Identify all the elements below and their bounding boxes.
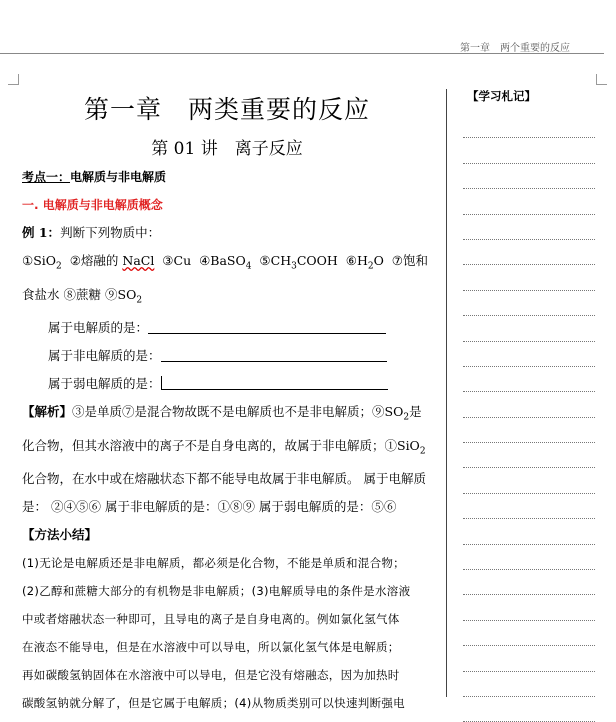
electrolyte-prompt: 属于电解质的是： bbox=[22, 314, 432, 342]
notes-title: 【学习札记】 bbox=[467, 89, 536, 103]
notes-ruled-line bbox=[463, 240, 595, 265]
method-line: 中或者熔融状态一种即可，且导电的离子是自身电离的。例如氯化氢气体 bbox=[22, 612, 400, 626]
notes-ruled-line bbox=[463, 697, 595, 722]
substance-list: ①SiO$_2$ ②熔融的 NaCl ③Cu ④BaSO$_4$ $⑤CH_3COOH$ $⑥H_2O$ ⑦饱和 bbox=[22, 253, 429, 272]
notes-ruled-line bbox=[463, 138, 595, 163]
notes-ruled-line bbox=[463, 418, 595, 443]
notes-ruled-line bbox=[463, 189, 595, 214]
analysis-paragraph: 【解析】③是单质⑦是混合物故既不是电解质也不是非电解质；$⑨SO_2$是 化合物，但其水溶液中的离子不是自身电离的，故属于非电解质；①SiO$_2$ 化合物，在水中或在熔融状态下都不能导电故属于非电解质。 属于电解质 是： ②④⑤⑥ 属于非电解质的是：①⑧⑨ 属于弱电解质的是：⑤⑥ bbox=[22, 404, 426, 514]
notes-ruled-line bbox=[463, 316, 595, 341]
notes-ruled-line bbox=[463, 392, 595, 417]
topic-heading: 考点一：电解质与非电解质 bbox=[22, 170, 167, 184]
chapter-title: 第一章 两类重要的反应 bbox=[83, 95, 370, 124]
main-column bbox=[22, 88, 432, 717]
spellcheck-word: NaCl bbox=[122, 253, 155, 268]
weak-electrolyte-answer-blank[interactable] bbox=[162, 375, 388, 390]
notes-ruled-line bbox=[463, 570, 595, 595]
method-line: 在液态不能导电，但是在水溶液中可以导电，所以氯化氢气体是电解质； bbox=[22, 640, 400, 654]
method-line: 碳酸氢钠就分解了，但是它属于电解质；(4)从物质类别可以快速判断强电 bbox=[22, 696, 405, 710]
notes-ruled-line bbox=[463, 595, 595, 620]
crop-mark-left bbox=[8, 74, 19, 85]
non-electrolyte-prompt: 属于非电解质的是： bbox=[22, 342, 432, 370]
electrolyte-answer-blank[interactable] bbox=[148, 319, 386, 334]
notes-ruled-line bbox=[463, 443, 595, 468]
header-rule bbox=[0, 53, 604, 54]
notes-ruled-line bbox=[463, 113, 595, 138]
notes-ruled-line bbox=[463, 494, 595, 519]
weak-electrolyte-prompt: 属于弱电解质的是： bbox=[22, 370, 432, 398]
notes-ruled-line bbox=[463, 672, 595, 697]
analysis-label: 【解析】 bbox=[22, 404, 73, 419]
column-divider bbox=[446, 89, 447, 697]
example-text: 判断下列物质中： bbox=[60, 225, 161, 240]
notes-ruled-line bbox=[463, 342, 595, 367]
topic-line bbox=[22, 163, 432, 191]
notes-ruled-line bbox=[463, 291, 595, 316]
method-line: 再如碳酸氢钠固体在水溶液中可以导电，但是它没有熔融态，因为加热时 bbox=[22, 668, 400, 682]
notes-sidebar bbox=[463, 88, 595, 722]
notes-ruled-line bbox=[463, 468, 595, 493]
method-summary bbox=[22, 549, 432, 717]
method-line: (2)乙醇和蔗糖大部分的有机物是非电解质；(3)电解质导电的条件是水溶液 bbox=[22, 584, 411, 598]
notes-ruled-line bbox=[463, 646, 595, 671]
example-line bbox=[22, 219, 432, 247]
method-line: (1)无论是电解质还是非电解质，都必须是化合物，不能是单质和混合物； bbox=[22, 556, 405, 570]
notes-ruled-line bbox=[463, 545, 595, 570]
notes-ruled-line bbox=[463, 265, 595, 290]
notes-lines[interactable] bbox=[463, 113, 595, 722]
crop-mark-right bbox=[596, 74, 607, 85]
substance-list-cont: 食盐水 ⑧蔗糖 $⑨SO_2$ bbox=[22, 286, 143, 305]
notes-ruled-line bbox=[463, 621, 595, 646]
notes-ruled-line bbox=[463, 519, 595, 544]
notes-ruled-line bbox=[463, 367, 595, 392]
notes-ruled-line bbox=[463, 215, 595, 240]
method-label: 【方法小结】 bbox=[22, 527, 98, 542]
notes-ruled-line bbox=[463, 164, 595, 189]
lesson-subtitle: 第 01 讲 离子反应 bbox=[151, 139, 303, 159]
non-electrolyte-answer-blank[interactable] bbox=[161, 347, 387, 362]
section-heading: 一. 电解质与非电解质概念 bbox=[22, 198, 163, 212]
running-header: 第一章 两个重要的反应 bbox=[460, 43, 570, 54]
example-label: 例 1： bbox=[22, 225, 61, 240]
